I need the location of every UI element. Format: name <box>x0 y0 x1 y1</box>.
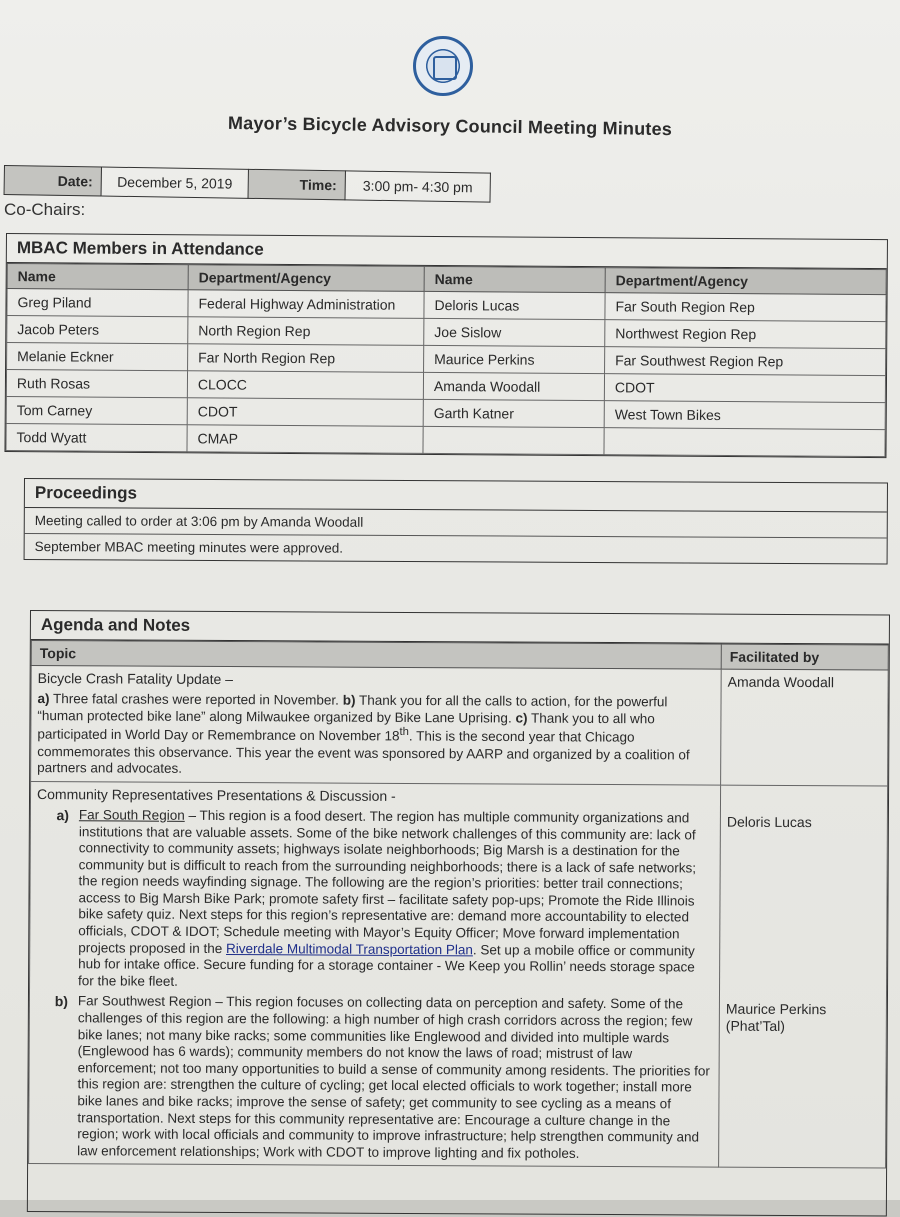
list-item: Meeting called to order at 3:06 pm by Amanda Woodall <box>34 513 364 530</box>
date-label: Date: <box>4 166 101 197</box>
item-text: Far Southwest Region – This region focuses on collecting data on perception and safety. Some of the challenges of this region are the following: a high number of high crash corridors across the region; few bike lanes; not many bike racks; some communities like Englewood and divided into multiple wards (Englewood has 6 wards); community members do not know the laws of road; mistrust of law enforcement; not too many opportunities to build a sense of community among residents. The priorities for this region are: strengthen the culture of cycling; get local elected officials to work together; install more bike lanes and bike racks; improve the sense of safety; get community to see cycling as a means of transportation. Next steps for this community representative are: Encourage a culture change in the region; work with local officials and community to improve infrastructure; help strengthen community and law enforcement relationships; Work with CDOT to improve lighting and fix potholes. <box>77 993 710 1161</box>
agenda-topic-cell <box>29 781 721 1167</box>
agenda-item-title: Bicycle Crash Fatality Update – <box>37 670 233 688</box>
item-marker: a) <box>37 691 50 707</box>
item-text <box>78 807 714 993</box>
item-marker: a) <box>56 807 69 824</box>
agenda-topic-cell <box>31 666 722 785</box>
date-time-table <box>4 165 491 203</box>
member-dept: CMAP <box>187 425 423 454</box>
col-facilitated-by: Facilitated by <box>721 644 888 670</box>
member-name: Greg Piland <box>7 289 188 317</box>
member-name: Melanie Eckner <box>7 343 188 371</box>
list-item <box>36 807 714 993</box>
facilitator: Deloris Lucas <box>726 813 812 830</box>
city-seal-logo <box>413 36 473 96</box>
item-text: . This is the second year that Chicago commemorates this observance. This year the event was sponsored by AARP and organized by a coalition of partners and advocates. <box>37 728 690 776</box>
member-name: Jacob Peters <box>7 316 188 344</box>
riverdale-plan-link[interactable]: Riverdale Multimodal Transportation Plan <box>226 940 473 957</box>
member-name: Tom Carney <box>6 397 187 425</box>
member-dept <box>604 428 885 457</box>
member-dept: CDOT <box>604 374 885 403</box>
superscript: th <box>399 726 409 739</box>
member-dept: Far South Region Rep <box>605 293 886 322</box>
member-dept: Federal Highway Administration <box>188 290 424 319</box>
col-dept-right: Department/Agency <box>605 268 886 295</box>
col-topic: Topic <box>31 641 721 670</box>
member-dept: West Town Bikes <box>604 401 885 430</box>
table-row <box>29 781 888 1168</box>
member-name <box>423 426 604 454</box>
cochairs-label: Co-Chairs: <box>4 200 86 219</box>
table-row <box>6 424 885 457</box>
member-name: Todd Wyatt <box>6 424 187 452</box>
member-name: Ruth Rosas <box>6 370 187 398</box>
item-text: Thank you for all the calls to action, for the powerful “human protected bike lane” along Milwaukee organized by Bike Lane Uprising. <box>37 692 668 726</box>
attendance-table <box>5 263 886 457</box>
member-name: Amanda Woodall <box>423 372 604 400</box>
member-dept: Far North Region Rep <box>188 344 424 373</box>
facilitator: Maurice Perkins (Phat’Tal) <box>725 1000 827 1035</box>
member-dept: CLOCC <box>187 371 423 400</box>
member-dept: Northwest Region Rep <box>605 320 886 349</box>
agenda-heading: Agenda and Notes <box>31 611 889 644</box>
member-dept: North Region Rep <box>188 317 424 346</box>
item-text: . Set up a mobile office or community hub for intake office. Secure funding for a storage container - We Keep you Rollin’ needs storage space for the bike fleet. <box>78 941 695 989</box>
agenda-table <box>28 640 889 1169</box>
member-name: Deloris Lucas <box>424 291 605 319</box>
proceedings-heading: Proceedings <box>25 479 887 513</box>
table-row <box>31 666 889 786</box>
agenda-item-body <box>37 691 714 780</box>
agenda-item-title: Community Representatives Presentations & Discussion - <box>36 785 396 804</box>
time-label: Time: <box>248 169 345 200</box>
member-name: Maurice Perkins <box>424 345 605 373</box>
item-marker: b) <box>342 692 356 708</box>
member-name: Joe Sislow <box>424 318 605 346</box>
item-marker: b) <box>54 993 68 1010</box>
item-text: Thank you to all who participated in World Day or Remembrance on November 18 <box>37 710 655 744</box>
list-item: September MBAC meeting minutes were approved. <box>25 533 887 564</box>
date-value: December 5, 2019 <box>101 167 248 198</box>
facilitator-cell <box>719 785 888 1169</box>
col-name-left: Name <box>7 264 188 290</box>
member-name: Garth Katner <box>423 399 604 427</box>
col-dept-left: Department/Agency <box>188 265 424 292</box>
item-marker: c) <box>515 710 528 726</box>
member-dept: Far Southwest Region Rep <box>605 347 886 376</box>
page-title: Mayor’s Bicycle Advisory Council Meeting Minutes <box>227 112 673 140</box>
item-text: Three fatal crashes were reported in November. <box>53 691 339 708</box>
item-text: – This region is a food desert. The region has multiple community organizations and institutions that are valuable assets. Some of the bike network challenges of this community are: lack of connectivity to community assets; highways isolate neighborhoods; Big Marsh is a destination for the community but is difficult to reach from the surrounding neighborhoods; there is a lack of safe networks; the region needs wayfinding signage. The following are the region’s priorities: better trail connections; access to Big Marsh Bike Park; promote safety first – facilitate safety pop-ups; Promote the Ride Illinois bike safety quiz. Next steps for this region’s representative are: demand more accountability to elected officials, CDOT & IDOT; Schedule meeting with Mayor’s Equity Officer; Move forward implementation projects proposed in the <box>78 807 697 956</box>
member-dept: CDOT <box>187 398 423 427</box>
agenda-section <box>27 610 890 1216</box>
proceedings-section <box>24 478 888 565</box>
attendance-heading: MBAC Members in Attendance <box>7 234 887 269</box>
attendance-section <box>4 233 888 458</box>
facilitator: Amanda Woodall <box>721 669 889 786</box>
list-item <box>35 993 713 1162</box>
region-name: Far South Region <box>78 807 185 823</box>
col-name-right: Name <box>424 266 605 292</box>
time-value: 3:00 pm- 4:30 pm <box>345 171 490 202</box>
